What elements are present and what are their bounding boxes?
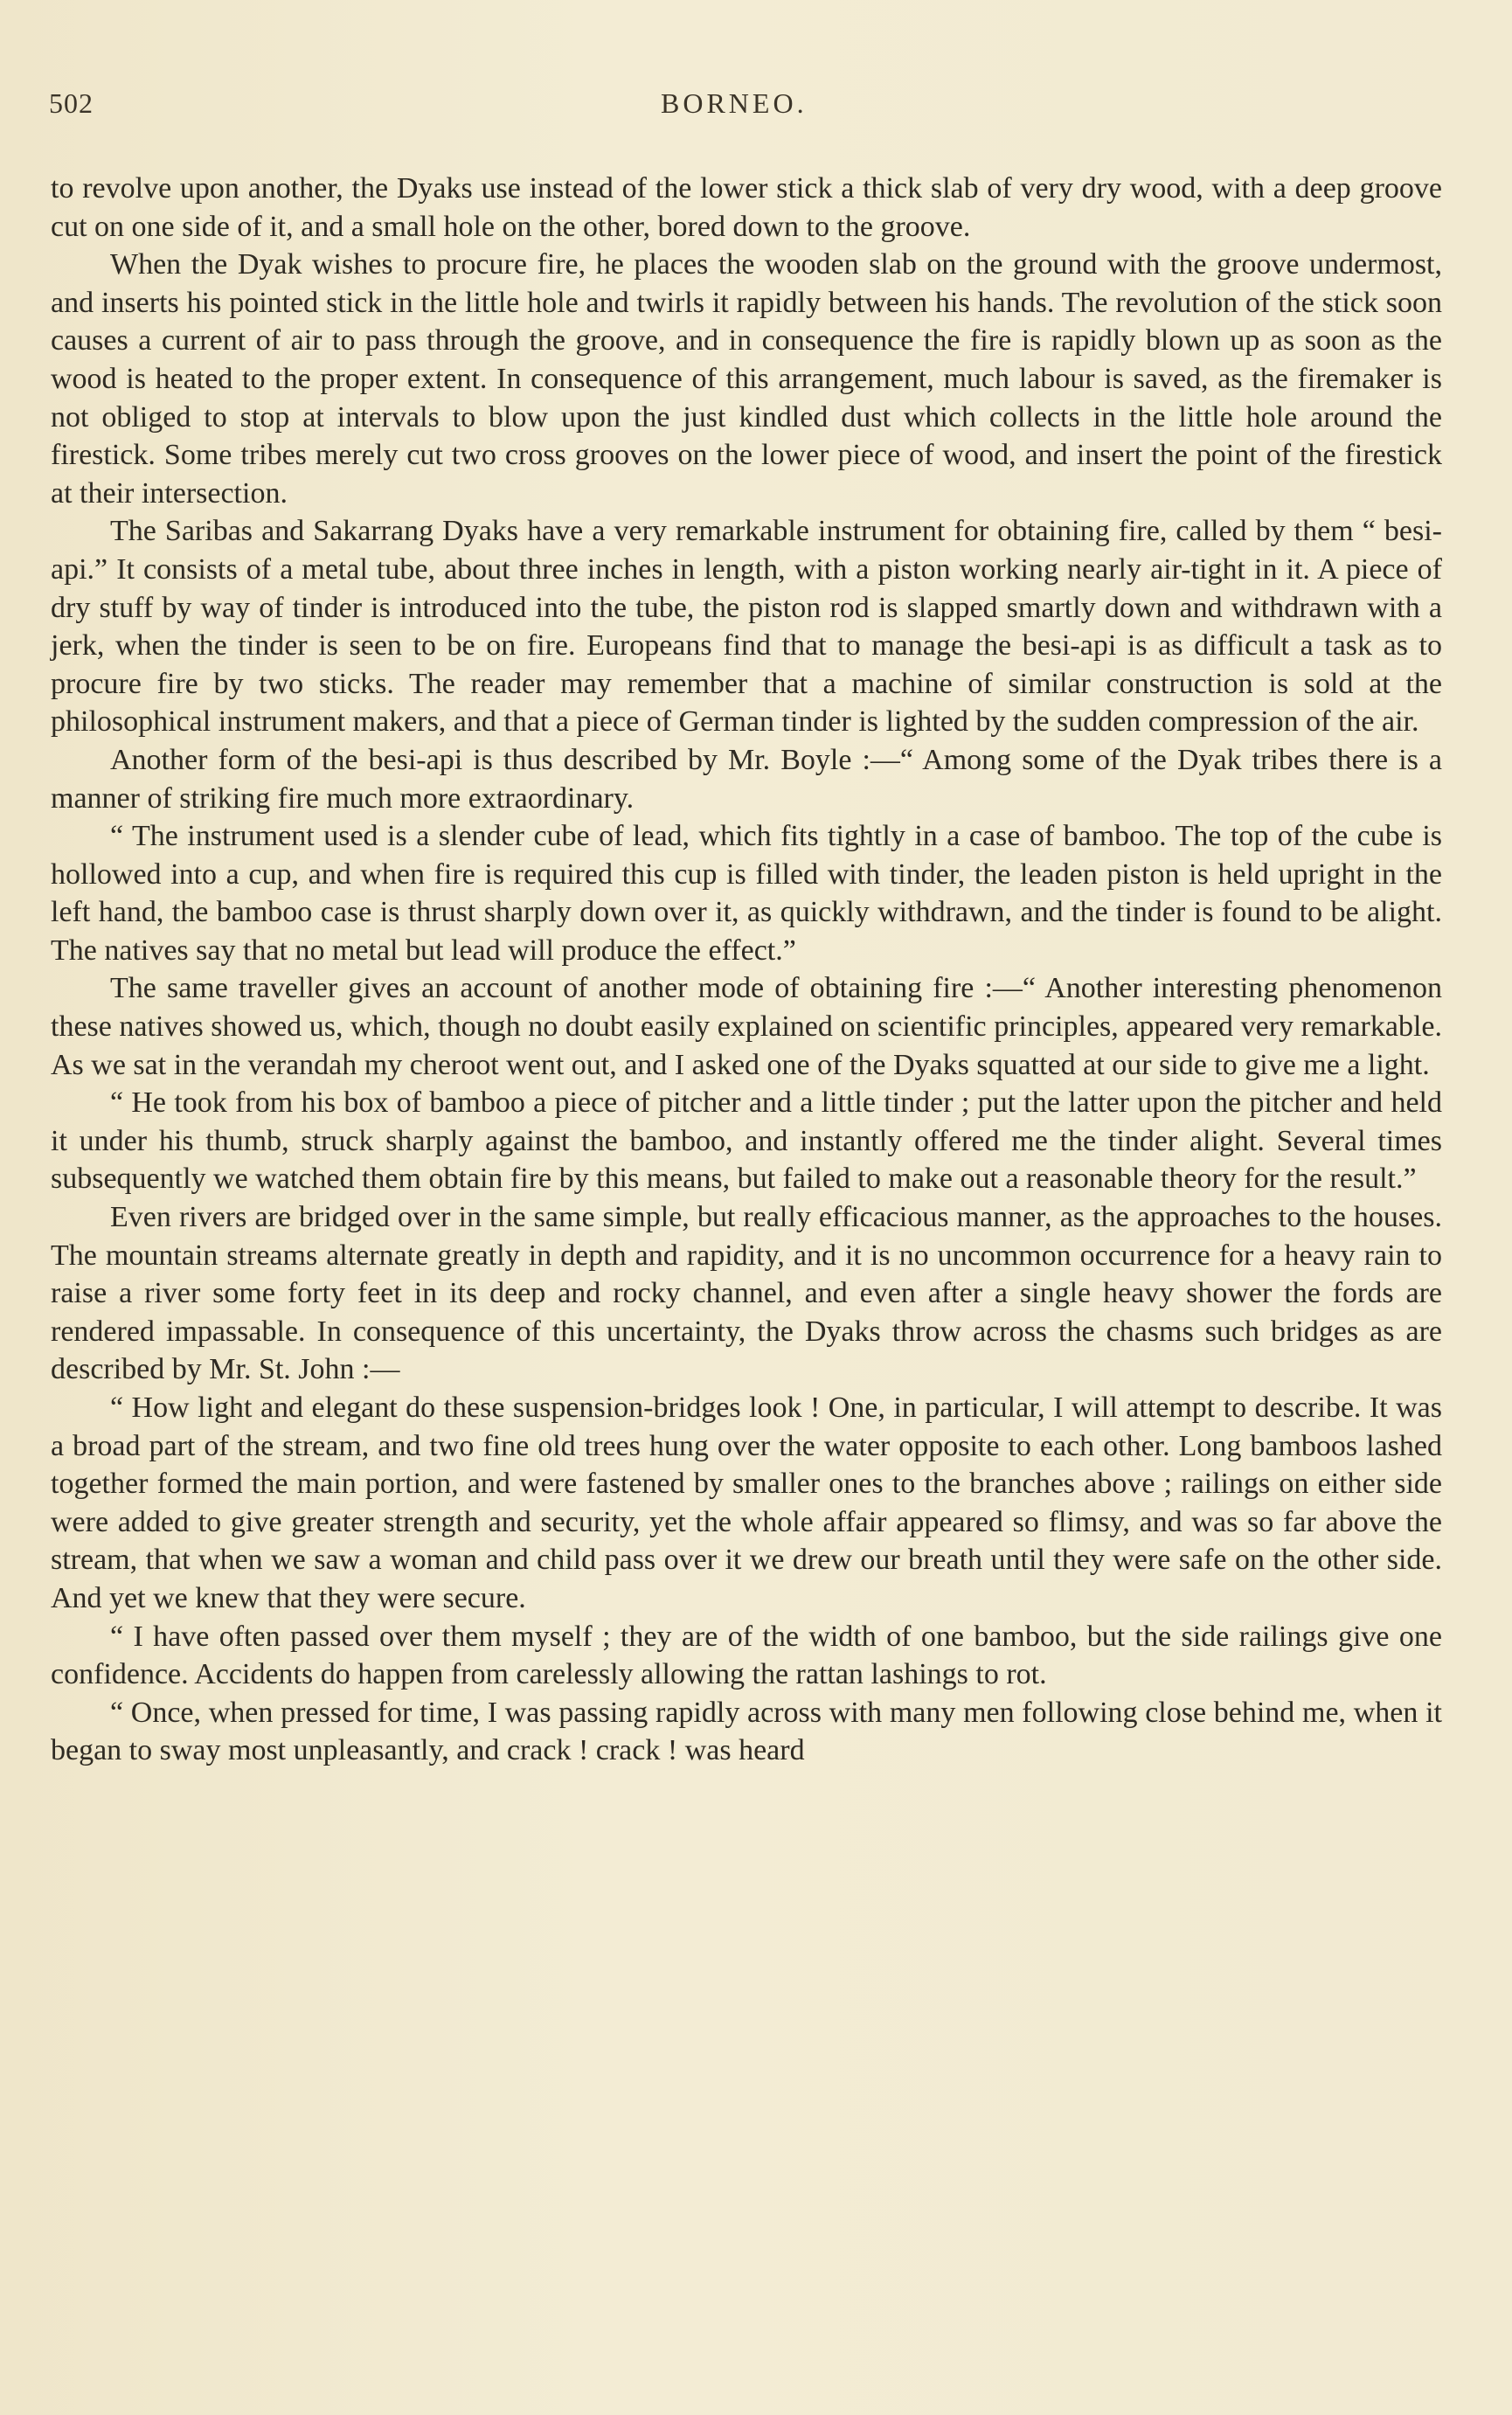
paragraph: When the Dyak wishes to procure fire, he places the wooden slab on the ground with the groove undermost, and inserts his pointed stick in the little hole and twirls it rapidly between his hands. The revolution of the stick soon causes a current of air to pass through the groove, and in consequence the fire is rapidly blown up as soon as the wood is heated to the proper extent. In consequence of this arrangement, much labour is saved, as the firemaker is not obliged to stop at intervals to blow upon the just kindled dust which collects in the little hole around the firestick. Some tribes merely cut two cross grooves on the lower piece of wood, and insert the point of the firestick at their intersection. — [51, 248, 1442, 510]
body-text — [51, 170, 1442, 1770]
paragraph: Even rivers are bridged over in the same simple, but really efficacious manner, as the approaches to the houses. The mountain streams alternate greatly in depth and rapidity, and it is no uncommon occurrence for a heavy rain to raise a river some forty feet in its deep and rocky channel, and even after a single heavy shower the fords are rendered impassable. In consequence of this uncertainty, the Dyaks throw across the chasms such bridges as are described by Mr. St. John :— — [51, 1201, 1442, 1386]
paragraph: The Saribas and Sakarrang Dyaks have a very remarkable instrument for obtaining fire, called by them “ besi-api.” It consists of a metal tube, about three inches in length, with a piston working nearly air-tight in it. A piece of dry stuff by way of tinder is introduced into the tube, the piston rod is slapped smartly down and withdrawn with a jerk, when the tinder is seen to be on fire. Europeans find that to manage the besi-api is as difficult a task as to procure fire by two sticks. The reader may remember that a machine of similar construction is sold at the philosophical instrument makers, and that a piece of German tinder is lighted by the sudden compression of the air. — [51, 515, 1442, 739]
page-number: 502 — [49, 87, 94, 119]
paragraph: Another form of the besi-api is thus described by Mr. Boyle :—“ Among some of the Dyak tribes there is a manner of striking fire much more extraordinary. — [51, 743, 1442, 815]
page-header — [49, 87, 1447, 131]
paragraph: “ I have often passed over them myself ; they are of the width of one bamboo, but the side railings give one confidence. Accidents do happen from carelessly allowing the rattan lashings to rot. — [51, 1620, 1442, 1691]
paragraph: “ The instrument used is a slender cube of lead, which fits tightly in a case of bamboo. The top of the cube is hollowed into a cup, and when fire is required this cup is filled with tinder, the leaden piston is held upright in the left hand, the bamboo case is thrust sharply down over it, as quickly withdrawn, and the tinder is found to be alight. The natives say that no metal but lead will produce the effect.” — [51, 820, 1442, 967]
paragraph: “ How light and elegant do these suspension-bridges look ! One, in particular, I will attempt to describe. It was a broad part of the stream, and two fine old trees hung over the water opposite to each other. Long bamboos lashed together formed the main portion, and were fastened by smaller ones to the branches above ; railings on either side were added to give greater strength and security, yet the whole affair appeared so flimsy, and was so far above the stream, that when we saw a woman and child pass over it we drew our breath until they were safe on the other side. And yet we knew that they were secure. — [51, 1391, 1442, 1614]
paragraph: “ He took from his box of bamboo a piece of pitcher and a little tinder ; put the latter upon the pitcher and held it under his thumb, struck sharply against the bamboo, and instantly offered me the tinder alight. Several times subsequently we watched them obtain fire by this means, but failed to make out a reasonable theory for the result.” — [51, 1086, 1442, 1196]
running-head: BORNEO. — [661, 87, 808, 119]
paragraph: “ Once, when pressed for time, I was passing rapidly across with many men following close behind me, when it began to sway most unpleasantly, and crack ! crack ! was heard — [51, 1696, 1442, 1767]
paragraph: to revolve upon another, the Dyaks use instead of the lower stick a thick slab of very dry wood, with a deep groove cut on one side of it, and a small hole on the other, bored down to the groove. — [51, 172, 1442, 243]
paragraph: The same traveller gives an account of another mode of obtaining fire :—“ Another interesting phenomenon these natives showed us, which, though no doubt easily explained on scientific principles, appeared very remarkable. As we sat in the verandah my cheroot went out, and I asked one of the Dyaks squatted at our side to give me a light. — [51, 972, 1442, 1081]
